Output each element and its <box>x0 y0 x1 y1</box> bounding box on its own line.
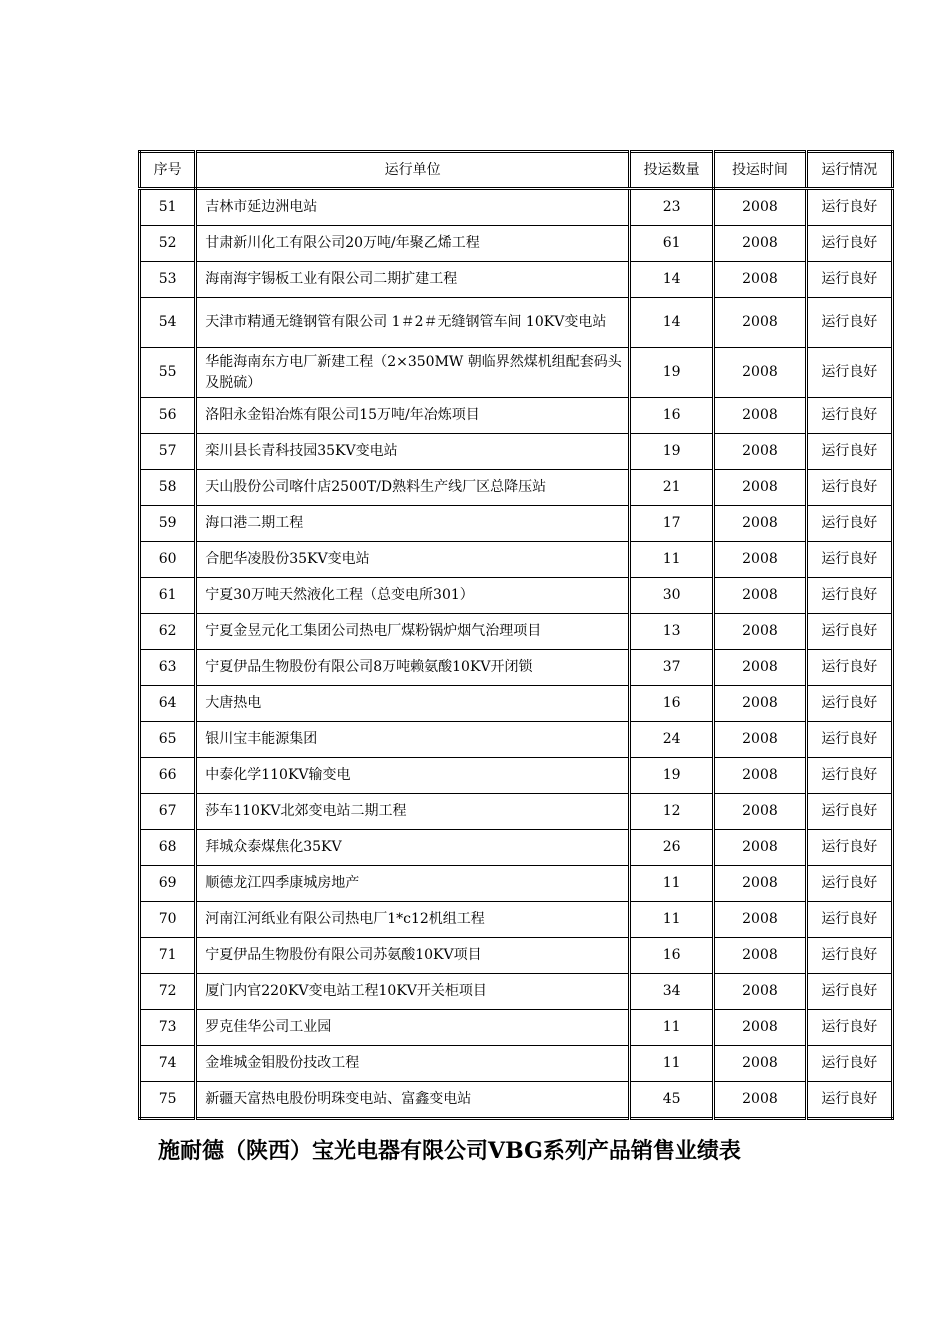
cell-commissioning-time: 2008 <box>714 614 806 650</box>
cell-operating-unit: 中泰化学110KV输变电 <box>196 758 630 794</box>
cell-commissioning-time: 2008 <box>714 686 806 722</box>
cell-operating-status: 运行良好 <box>806 902 892 938</box>
cell-quantity: 12 <box>629 794 713 830</box>
cell-operating-unit: 大唐热电 <box>196 686 630 722</box>
performance-table-container <box>138 150 894 1120</box>
cell-operating-status: 运行良好 <box>806 398 892 434</box>
table-row <box>140 298 893 348</box>
cell-operating-status: 运行良好 <box>806 542 892 578</box>
cell-operating-unit: 河南江河纸业有限公司热电厂1*c12机组工程 <box>196 902 630 938</box>
cell-commissioning-time: 2008 <box>714 1046 806 1082</box>
cell-quantity: 11 <box>629 1010 713 1046</box>
table-row <box>140 470 893 506</box>
cell-operating-unit: 栾川县长青科技园35KV变电站 <box>196 434 630 470</box>
table-row <box>140 722 893 758</box>
cell-operating-status: 运行良好 <box>806 434 892 470</box>
cell-commissioning-time: 2008 <box>714 866 806 902</box>
table-row <box>140 398 893 434</box>
cell-quantity: 34 <box>629 974 713 1010</box>
cell-operating-status: 运行良好 <box>806 866 892 902</box>
header-operating-status: 运行情况 <box>806 152 892 189</box>
cell-serial-number: 58 <box>140 470 196 506</box>
cell-operating-unit: 洛阳永金铅冶炼有限公司15万吨/年冶炼项目 <box>196 398 630 434</box>
cell-quantity: 37 <box>629 650 713 686</box>
cell-commissioning-time: 2008 <box>714 542 806 578</box>
cell-serial-number: 73 <box>140 1010 196 1046</box>
table-body <box>140 189 893 1119</box>
cell-quantity: 14 <box>629 262 713 298</box>
cell-commissioning-time: 2008 <box>714 298 806 348</box>
cell-serial-number: 64 <box>140 686 196 722</box>
cell-operating-status: 运行良好 <box>806 614 892 650</box>
cell-serial-number: 54 <box>140 298 196 348</box>
cell-operating-status: 运行良好 <box>806 470 892 506</box>
cell-quantity: 11 <box>629 902 713 938</box>
cell-operating-unit: 新疆天富热电股份明珠变电站、富鑫变电站 <box>196 1082 630 1119</box>
cell-operating-status: 运行良好 <box>806 938 892 974</box>
cell-operating-unit: 宁夏伊品生物股份有限公司苏氨酸10KV项目 <box>196 938 630 974</box>
cell-operating-unit: 华能海南东方电厂新建工程（2×350MW 朝临界然煤机组配套码头及脱硫） <box>196 348 630 398</box>
cell-commissioning-time: 2008 <box>714 1010 806 1046</box>
table-row <box>140 614 893 650</box>
cell-quantity: 45 <box>629 1082 713 1119</box>
table-row <box>140 830 893 866</box>
table-row <box>140 866 893 902</box>
cell-commissioning-time: 2008 <box>714 262 806 298</box>
cell-serial-number: 53 <box>140 262 196 298</box>
cell-commissioning-time: 2008 <box>714 722 806 758</box>
table-row <box>140 758 893 794</box>
table-header-row <box>140 152 893 189</box>
cell-commissioning-time: 2008 <box>714 794 806 830</box>
cell-operating-unit: 宁夏金昱元化工集团公司热电厂煤粉锅炉烟气治理项目 <box>196 614 630 650</box>
table-row <box>140 189 893 226</box>
cell-operating-unit: 海南海宇锡板工业有限公司二期扩建工程 <box>196 262 630 298</box>
cell-commissioning-time: 2008 <box>714 226 806 262</box>
cell-serial-number: 68 <box>140 830 196 866</box>
table-row <box>140 686 893 722</box>
cell-quantity: 16 <box>629 686 713 722</box>
cell-serial-number: 59 <box>140 506 196 542</box>
cell-operating-status: 运行良好 <box>806 650 892 686</box>
cell-serial-number: 66 <box>140 758 196 794</box>
cell-quantity: 30 <box>629 578 713 614</box>
cell-operating-unit: 吉林市延边洲电站 <box>196 189 630 226</box>
cell-serial-number: 55 <box>140 348 196 398</box>
cell-serial-number: 67 <box>140 794 196 830</box>
cell-commissioning-time: 2008 <box>714 830 806 866</box>
cell-quantity: 16 <box>629 938 713 974</box>
cell-operating-status: 运行良好 <box>806 974 892 1010</box>
cell-operating-status: 运行良好 <box>806 794 892 830</box>
cell-commissioning-time: 2008 <box>714 506 806 542</box>
cell-operating-status: 运行良好 <box>806 262 892 298</box>
cell-operating-status: 运行良好 <box>806 1046 892 1082</box>
table-row <box>140 650 893 686</box>
cell-serial-number: 57 <box>140 434 196 470</box>
cell-serial-number: 63 <box>140 650 196 686</box>
cell-operating-unit: 甘肃新川化工有限公司20万吨/年聚乙烯工程 <box>196 226 630 262</box>
cell-commissioning-time: 2008 <box>714 758 806 794</box>
header-commissioning-time: 投运时间 <box>714 152 806 189</box>
table-row <box>140 226 893 262</box>
cell-operating-unit: 罗克佳华公司工业园 <box>196 1010 630 1046</box>
table-row <box>140 262 893 298</box>
cell-serial-number: 62 <box>140 614 196 650</box>
cell-operating-status: 运行良好 <box>806 348 892 398</box>
cell-quantity: 19 <box>629 348 713 398</box>
table-row <box>140 348 893 398</box>
table-row <box>140 1046 893 1082</box>
cell-serial-number: 72 <box>140 974 196 1010</box>
cell-quantity: 17 <box>629 506 713 542</box>
cell-operating-status: 运行良好 <box>806 830 892 866</box>
table-row <box>140 542 893 578</box>
cell-commissioning-time: 2008 <box>714 189 806 226</box>
sales-performance-table <box>138 150 894 1120</box>
table-row <box>140 578 893 614</box>
cell-serial-number: 56 <box>140 398 196 434</box>
cell-serial-number: 75 <box>140 1082 196 1119</box>
cell-commissioning-time: 2008 <box>714 650 806 686</box>
cell-operating-status: 运行良好 <box>806 1082 892 1119</box>
cell-serial-number: 71 <box>140 938 196 974</box>
cell-quantity: 19 <box>629 758 713 794</box>
table-row <box>140 974 893 1010</box>
cell-operating-unit: 银川宝丰能源集团 <box>196 722 630 758</box>
cell-quantity: 13 <box>629 614 713 650</box>
cell-operating-unit: 顺德龙江四季康城房地产 <box>196 866 630 902</box>
cell-operating-status: 运行良好 <box>806 1010 892 1046</box>
cell-quantity: 61 <box>629 226 713 262</box>
cell-quantity: 14 <box>629 298 713 348</box>
cell-operating-unit: 合肥华凌股份35KV变电站 <box>196 542 630 578</box>
cell-quantity: 16 <box>629 398 713 434</box>
cell-quantity: 26 <box>629 830 713 866</box>
cell-commissioning-time: 2008 <box>714 1082 806 1119</box>
cell-operating-status: 运行良好 <box>806 226 892 262</box>
header-operating-unit: 运行单位 <box>196 152 630 189</box>
cell-commissioning-time: 2008 <box>714 902 806 938</box>
table-row <box>140 506 893 542</box>
cell-commissioning-time: 2008 <box>714 938 806 974</box>
cell-commissioning-time: 2008 <box>714 470 806 506</box>
cell-quantity: 11 <box>629 542 713 578</box>
cell-operating-unit: 天山股份公司喀什店2500T/D熟料生产线厂区总降压站 <box>196 470 630 506</box>
cell-operating-status: 运行良好 <box>806 578 892 614</box>
cell-commissioning-time: 2008 <box>714 348 806 398</box>
table-row <box>140 1082 893 1119</box>
cell-operating-unit: 宁夏30万吨天然液化工程（总变电所301） <box>196 578 630 614</box>
table-row <box>140 1010 893 1046</box>
table-row <box>140 794 893 830</box>
cell-operating-unit: 宁夏伊品生物股份有限公司8万吨赖氨酸10KV开闭锁 <box>196 650 630 686</box>
table-row <box>140 938 893 974</box>
cell-quantity: 19 <box>629 434 713 470</box>
header-serial-number: 序号 <box>140 152 196 189</box>
cell-operating-status: 运行良好 <box>806 298 892 348</box>
cell-operating-unit: 拜城众泰煤焦化35KV <box>196 830 630 866</box>
cell-quantity: 11 <box>629 1046 713 1082</box>
cell-serial-number: 74 <box>140 1046 196 1082</box>
cell-operating-status: 运行良好 <box>806 506 892 542</box>
cell-quantity: 24 <box>629 722 713 758</box>
cell-operating-unit: 天津市精通无缝钢管有限公司 1＃2＃无缝钢管车间 10KV变电站 <box>196 298 630 348</box>
cell-operating-status: 运行良好 <box>806 722 892 758</box>
table-row <box>140 434 893 470</box>
cell-serial-number: 70 <box>140 902 196 938</box>
cell-serial-number: 52 <box>140 226 196 262</box>
cell-quantity: 11 <box>629 866 713 902</box>
cell-commissioning-time: 2008 <box>714 434 806 470</box>
header-quantity: 投运数量 <box>629 152 713 189</box>
cell-operating-unit: 厦门内官220KV变电站工程10KV开关柜项目 <box>196 974 630 1010</box>
cell-operating-status: 运行良好 <box>806 686 892 722</box>
cell-operating-status: 运行良好 <box>806 189 892 226</box>
cell-serial-number: 65 <box>140 722 196 758</box>
cell-commissioning-time: 2008 <box>714 974 806 1010</box>
document-title: 施耐德（陕西）宝光电器有限公司VBG系列产品销售业绩表 <box>158 1138 741 1164</box>
cell-serial-number: 69 <box>140 866 196 902</box>
cell-quantity: 23 <box>629 189 713 226</box>
cell-serial-number: 51 <box>140 189 196 226</box>
table-row <box>140 902 893 938</box>
cell-serial-number: 60 <box>140 542 196 578</box>
cell-quantity: 21 <box>629 470 713 506</box>
cell-commissioning-time: 2008 <box>714 578 806 614</box>
cell-operating-unit: 莎车110KV北郊变电站二期工程 <box>196 794 630 830</box>
cell-operating-unit: 金堆城金钼股份技改工程 <box>196 1046 630 1082</box>
cell-operating-unit: 海口港二期工程 <box>196 506 630 542</box>
cell-serial-number: 61 <box>140 578 196 614</box>
cell-commissioning-time: 2008 <box>714 398 806 434</box>
cell-operating-status: 运行良好 <box>806 758 892 794</box>
